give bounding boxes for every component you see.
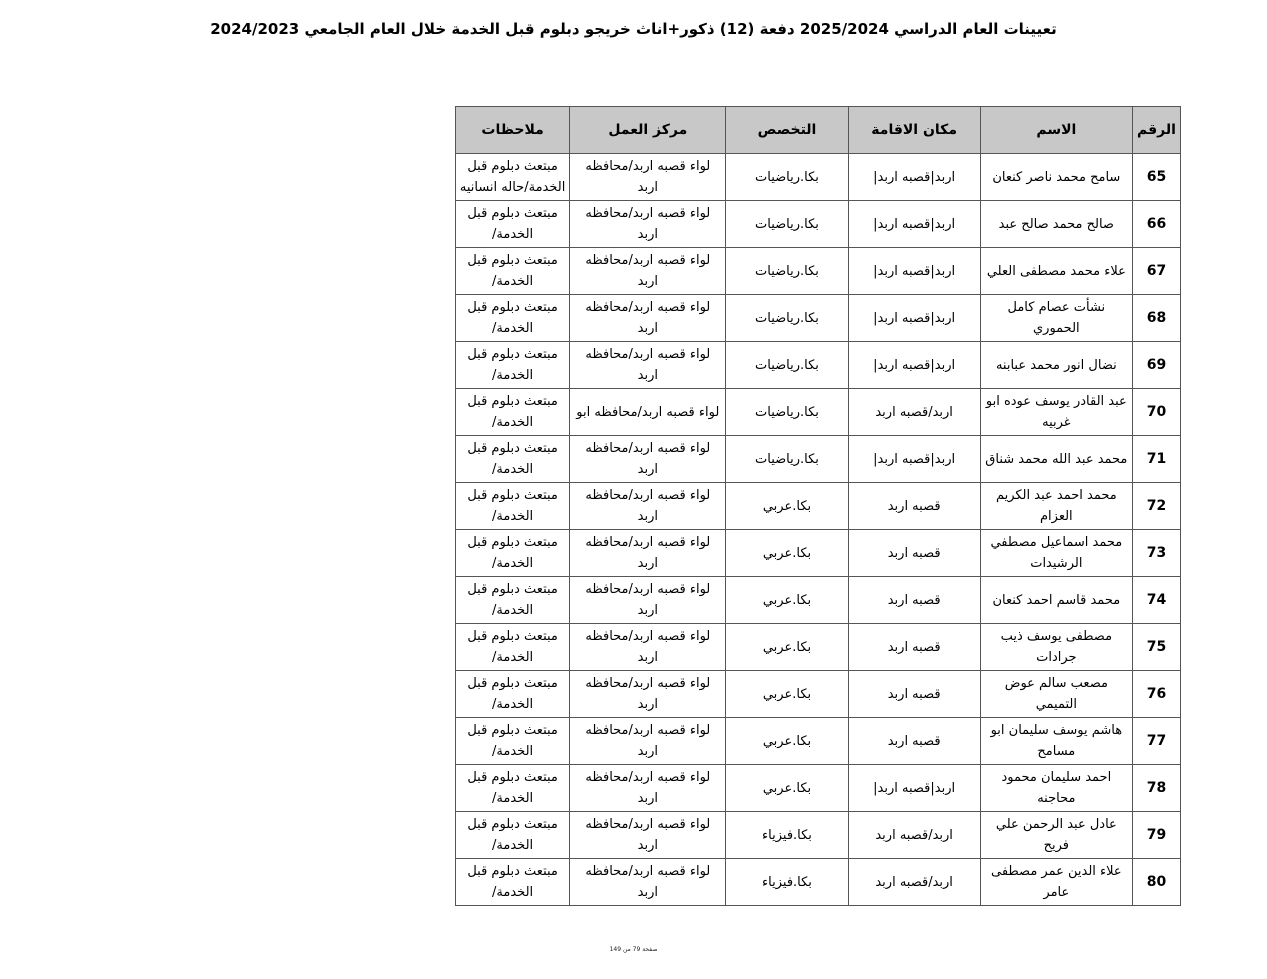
cell-name: نضال انور محمد عبابنه bbox=[980, 342, 1132, 389]
cell-num: 80 bbox=[1132, 859, 1180, 906]
cell-residence: اربد/قصبه اربد bbox=[848, 389, 980, 436]
cell-num: 68 bbox=[1132, 295, 1180, 342]
cell-residence: قصبه اربد bbox=[848, 577, 980, 624]
header-name: الاسم bbox=[980, 107, 1132, 154]
cell-workplace: لواء قصبه اربد/محافظه اربد bbox=[570, 201, 726, 248]
cell-name: هاشم يوسف سليمان ابو مسامح bbox=[980, 718, 1132, 765]
cell-name: محمد قاسم احمد كنعان bbox=[980, 577, 1132, 624]
cell-notes: مبتعث دبلوم قبل الخدمة/ bbox=[456, 718, 570, 765]
table-row bbox=[456, 483, 1181, 530]
cell-workplace: لواء قصبه اربد/محافظه اربد bbox=[570, 248, 726, 295]
cell-workplace: لواء قصبه اربد/محافظه اربد bbox=[570, 483, 726, 530]
cell-num: 77 bbox=[1132, 718, 1180, 765]
table-row bbox=[456, 718, 1181, 765]
cell-workplace: لواء قصبه اربد/محافظه اربد bbox=[570, 530, 726, 577]
cell-specialty: بكا.عربي bbox=[726, 765, 848, 812]
cell-name: محمد احمد عبد الكريم العزام bbox=[980, 483, 1132, 530]
cell-residence: اربد|قصبه اربد| bbox=[848, 201, 980, 248]
cell-notes: مبتعث دبلوم قبل الخدمة/ bbox=[456, 530, 570, 577]
assignments-table bbox=[455, 106, 1181, 906]
cell-specialty: بكا.رياضيات bbox=[726, 201, 848, 248]
cell-notes: مبتعث دبلوم قبل الخدمة/ bbox=[456, 248, 570, 295]
page-title: تعيينات العام الدراسي 2025/2024 دفعة (12) ذكور+اناث خريجو دبلوم قبل الخدمة خلال العام الجامعي 2024/2023 bbox=[210, 20, 1057, 38]
table-header bbox=[456, 107, 1181, 154]
table-row bbox=[456, 436, 1181, 483]
cell-notes: مبتعث دبلوم قبل الخدمة/ bbox=[456, 201, 570, 248]
table-row bbox=[456, 154, 1181, 201]
cell-num: 76 bbox=[1132, 671, 1180, 718]
cell-name: علاء الدين عمر مصطفى عامر bbox=[980, 859, 1132, 906]
cell-notes: مبتعث دبلوم قبل الخدمة/ bbox=[456, 577, 570, 624]
header-specialty: التخصص bbox=[726, 107, 848, 154]
cell-workplace: لواء قصبه اربد/محافظه اربد bbox=[570, 436, 726, 483]
table-row bbox=[456, 201, 1181, 248]
cell-name: محمد عبد الله محمد شناق bbox=[980, 436, 1132, 483]
cell-specialty: بكا.عربي bbox=[726, 577, 848, 624]
cell-workplace: لواء قصبه اربد/محافظه اربد bbox=[570, 342, 726, 389]
cell-num: 65 bbox=[1132, 154, 1180, 201]
cell-name: صالح محمد صالح عبد bbox=[980, 201, 1132, 248]
cell-specialty: بكا.عربي bbox=[726, 671, 848, 718]
cell-workplace: لواء قصبه اربد/محافظه اربد bbox=[570, 671, 726, 718]
header-row bbox=[456, 107, 1181, 154]
cell-specialty: بكا.عربي bbox=[726, 718, 848, 765]
table-row bbox=[456, 624, 1181, 671]
cell-notes: مبتعث دبلوم قبل الخدمة/ bbox=[456, 436, 570, 483]
cell-name: مصعب سالم عوض التميمي bbox=[980, 671, 1132, 718]
table-body bbox=[456, 154, 1181, 906]
header-notes: ملاحظات bbox=[456, 107, 570, 154]
table-row bbox=[456, 389, 1181, 436]
cell-specialty: بكا.فيزياء bbox=[726, 859, 848, 906]
cell-workplace: لواء قصبه اربد/محافظه اربد bbox=[570, 718, 726, 765]
cell-notes: مبتعث دبلوم قبل الخدمة/ bbox=[456, 483, 570, 530]
cell-specialty: بكا.عربي bbox=[726, 624, 848, 671]
cell-workplace: لواء قصبه اربد/محافظه اربد bbox=[570, 812, 726, 859]
cell-specialty: بكا.رياضيات bbox=[726, 248, 848, 295]
cell-name: احمد سليمان محمود محاجنه bbox=[980, 765, 1132, 812]
cell-specialty: بكا.فيزياء bbox=[726, 812, 848, 859]
cell-num: 79 bbox=[1132, 812, 1180, 859]
cell-specialty: بكا.رياضيات bbox=[726, 389, 848, 436]
cell-notes: مبتعث دبلوم قبل الخدمة/حاله انسانيه bbox=[456, 154, 570, 201]
cell-num: 67 bbox=[1132, 248, 1180, 295]
table-row bbox=[456, 342, 1181, 389]
header-num: الرقم bbox=[1132, 107, 1180, 154]
cell-num: 75 bbox=[1132, 624, 1180, 671]
cell-specialty: بكا.عربي bbox=[726, 530, 848, 577]
cell-residence: اربد|قصبه اربد| bbox=[848, 436, 980, 483]
cell-num: 78 bbox=[1132, 765, 1180, 812]
cell-num: 69 bbox=[1132, 342, 1180, 389]
cell-notes: مبتعث دبلوم قبل الخدمة/ bbox=[456, 812, 570, 859]
cell-workplace: لواء قصبه اربد/محافظه اربد bbox=[570, 154, 726, 201]
page-number: صفحة 79 من 149 bbox=[609, 946, 658, 953]
cell-name: عادل عبد الرحمن علي فريح bbox=[980, 812, 1132, 859]
cell-num: 71 bbox=[1132, 436, 1180, 483]
cell-specialty: بكا.رياضيات bbox=[726, 154, 848, 201]
cell-residence: قصبه اربد bbox=[848, 624, 980, 671]
cell-name: علاء محمد مصطفى العلي bbox=[980, 248, 1132, 295]
cell-specialty: بكا.رياضيات bbox=[726, 436, 848, 483]
cell-notes: مبتعث دبلوم قبل الخدمة/ bbox=[456, 859, 570, 906]
cell-residence: اربد/قصبه اربد bbox=[848, 859, 980, 906]
cell-residence: اربد|قصبه اربد| bbox=[848, 154, 980, 201]
cell-notes: مبتعث دبلوم قبل الخدمة/ bbox=[456, 624, 570, 671]
cell-residence: اربد|قصبه اربد| bbox=[848, 248, 980, 295]
cell-name: سامح محمد ناصر كنعان bbox=[980, 154, 1132, 201]
table-row bbox=[456, 295, 1181, 342]
cell-residence: قصبه اربد bbox=[848, 530, 980, 577]
table-row bbox=[456, 577, 1181, 624]
cell-residence: اربد/قصبه اربد bbox=[848, 812, 980, 859]
cell-residence: اربد|قصبه اربد| bbox=[848, 342, 980, 389]
cell-name: مصطفى يوسف ذيب جرادات bbox=[980, 624, 1132, 671]
cell-workplace: لواء قصبه اربد/محافظه اربد bbox=[570, 859, 726, 906]
cell-notes: مبتعث دبلوم قبل الخدمة/ bbox=[456, 295, 570, 342]
cell-workplace: لواء قصبه اربد/محافظه اربد bbox=[570, 624, 726, 671]
cell-num: 73 bbox=[1132, 530, 1180, 577]
table-row bbox=[456, 530, 1181, 577]
cell-notes: مبتعث دبلوم قبل الخدمة/ bbox=[456, 389, 570, 436]
cell-name: نشأت عصام كامل الحموري bbox=[980, 295, 1132, 342]
cell-notes: مبتعث دبلوم قبل الخدمة/ bbox=[456, 342, 570, 389]
table-row bbox=[456, 859, 1181, 906]
table-row bbox=[456, 671, 1181, 718]
cell-workplace: لواء قصبه اربد/محافظه اربد bbox=[570, 295, 726, 342]
cell-workplace: لواء قصبه اربد/محافظه اربد bbox=[570, 765, 726, 812]
cell-num: 74 bbox=[1132, 577, 1180, 624]
cell-workplace: لواء قصبه اربد/محافظه ابو bbox=[570, 389, 726, 436]
cell-notes: مبتعث دبلوم قبل الخدمة/ bbox=[456, 765, 570, 812]
cell-name: محمد اسماعيل مصطفي الرشيدات bbox=[980, 530, 1132, 577]
cell-notes: مبتعث دبلوم قبل الخدمة/ bbox=[456, 671, 570, 718]
cell-residence: قصبه اربد bbox=[848, 718, 980, 765]
header-workplace: مركز العمل bbox=[570, 107, 726, 154]
cell-num: 70 bbox=[1132, 389, 1180, 436]
cell-num: 72 bbox=[1132, 483, 1180, 530]
header-residence: مكان الاقامة bbox=[848, 107, 980, 154]
cell-specialty: بكا.رياضيات bbox=[726, 342, 848, 389]
cell-residence: اربد|قصبه اربد| bbox=[848, 295, 980, 342]
cell-specialty: بكا.رياضيات bbox=[726, 295, 848, 342]
cell-residence: قصبه اربد bbox=[848, 483, 980, 530]
table-row bbox=[456, 248, 1181, 295]
cell-residence: اربد|قصبه اربد| bbox=[848, 765, 980, 812]
cell-num: 66 bbox=[1132, 201, 1180, 248]
table-row bbox=[456, 765, 1181, 812]
table-row bbox=[456, 812, 1181, 859]
cell-specialty: بكا.عربي bbox=[726, 483, 848, 530]
cell-name: عبد القادر يوسف عوده ابو غربيه bbox=[980, 389, 1132, 436]
cell-residence: قصبه اربد bbox=[848, 671, 980, 718]
cell-workplace: لواء قصبه اربد/محافظه اربد bbox=[570, 577, 726, 624]
